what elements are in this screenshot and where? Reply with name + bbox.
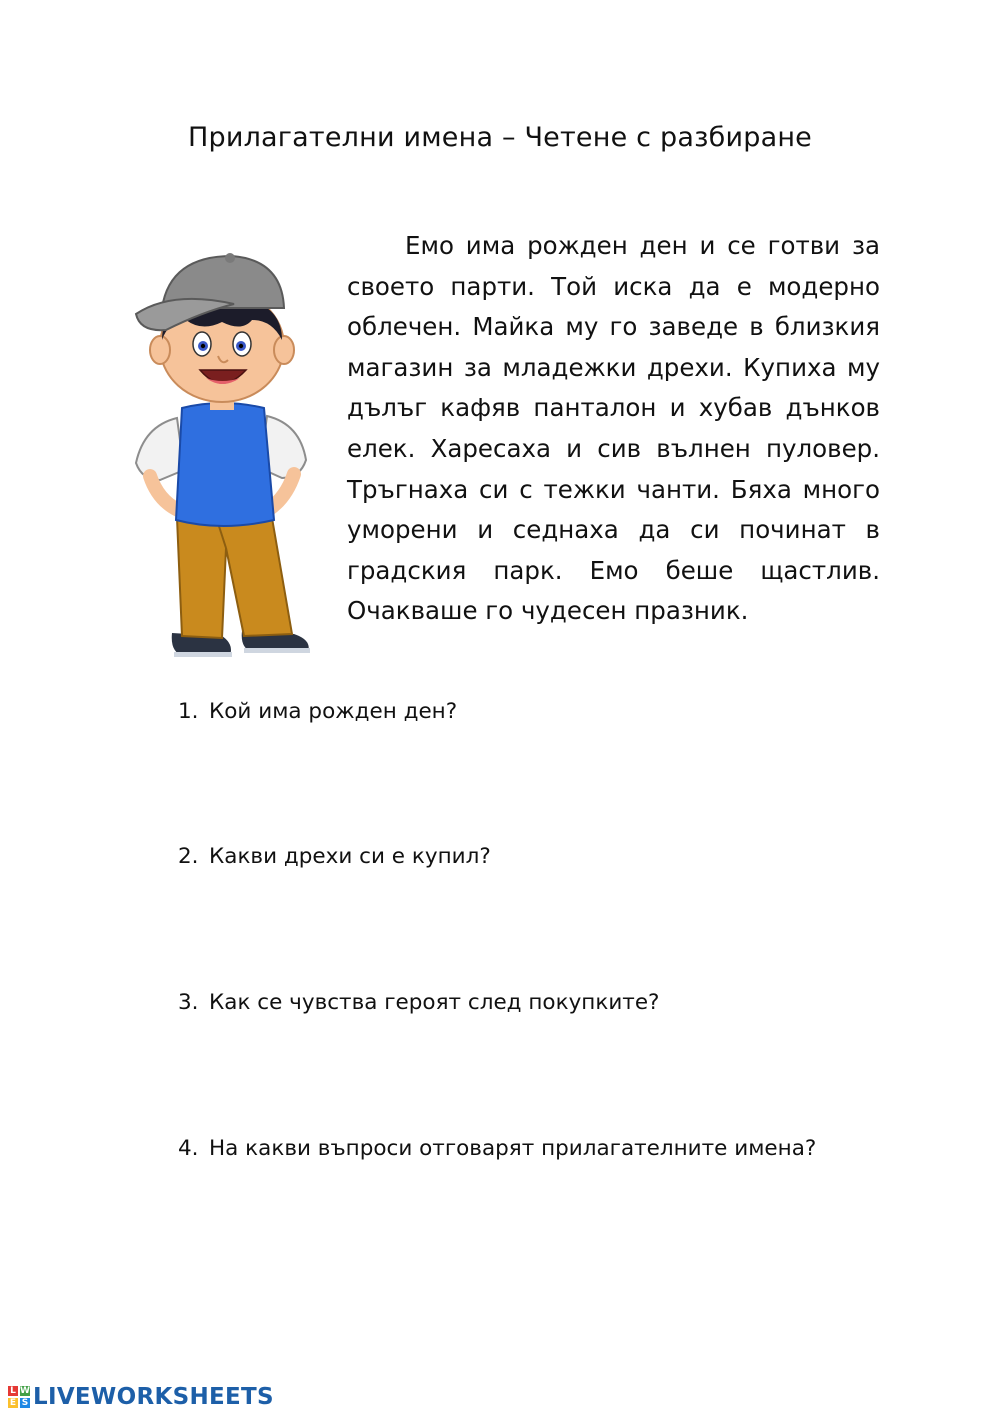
question-number: 4. [178, 1136, 199, 1161]
question-2 [178, 844, 491, 869]
page-title: Прилагателни имена – Четене с разбиране [187, 122, 812, 153]
story-paragraph: Емо има рожден ден и се готви за своето парти. Той иска да е модерно облечен. Майка му го заведе в близкия магазин за младежки дрехи. Купиха му дълъг кафяв панталон и хубав дънков елек. Харесаха и сив вълнен пуловер. Тръгнаха си с тежки чанти. Бяха много уморени и седнаха да си починат в градския парк. Емо беше щастлив. Очакваше го чудесен празник. [347, 231, 880, 626]
question-4 [178, 1136, 816, 1161]
question-text: Кой има рожден ден? [209, 699, 458, 724]
logo-text: LIVEWORKSHEETS [33, 1384, 274, 1410]
question-number: 1. [178, 699, 199, 724]
question-text: Как се чувства героят след покупките? [209, 990, 660, 1015]
question-3 [178, 990, 659, 1015]
question-text: Какви дрехи си е купил? [209, 844, 491, 869]
liveworksheets-logo [8, 1380, 274, 1414]
logo-mark-icon: L W E S [9, 1386, 30, 1408]
question-1 [178, 699, 457, 724]
question-text: На какви въпроси отговарят прилагателните имена? [209, 1136, 817, 1161]
question-number: 2. [178, 844, 199, 869]
question-number: 3. [178, 990, 199, 1015]
boy-illustration [122, 248, 322, 668]
shirt [176, 403, 274, 526]
pants [177, 518, 292, 638]
